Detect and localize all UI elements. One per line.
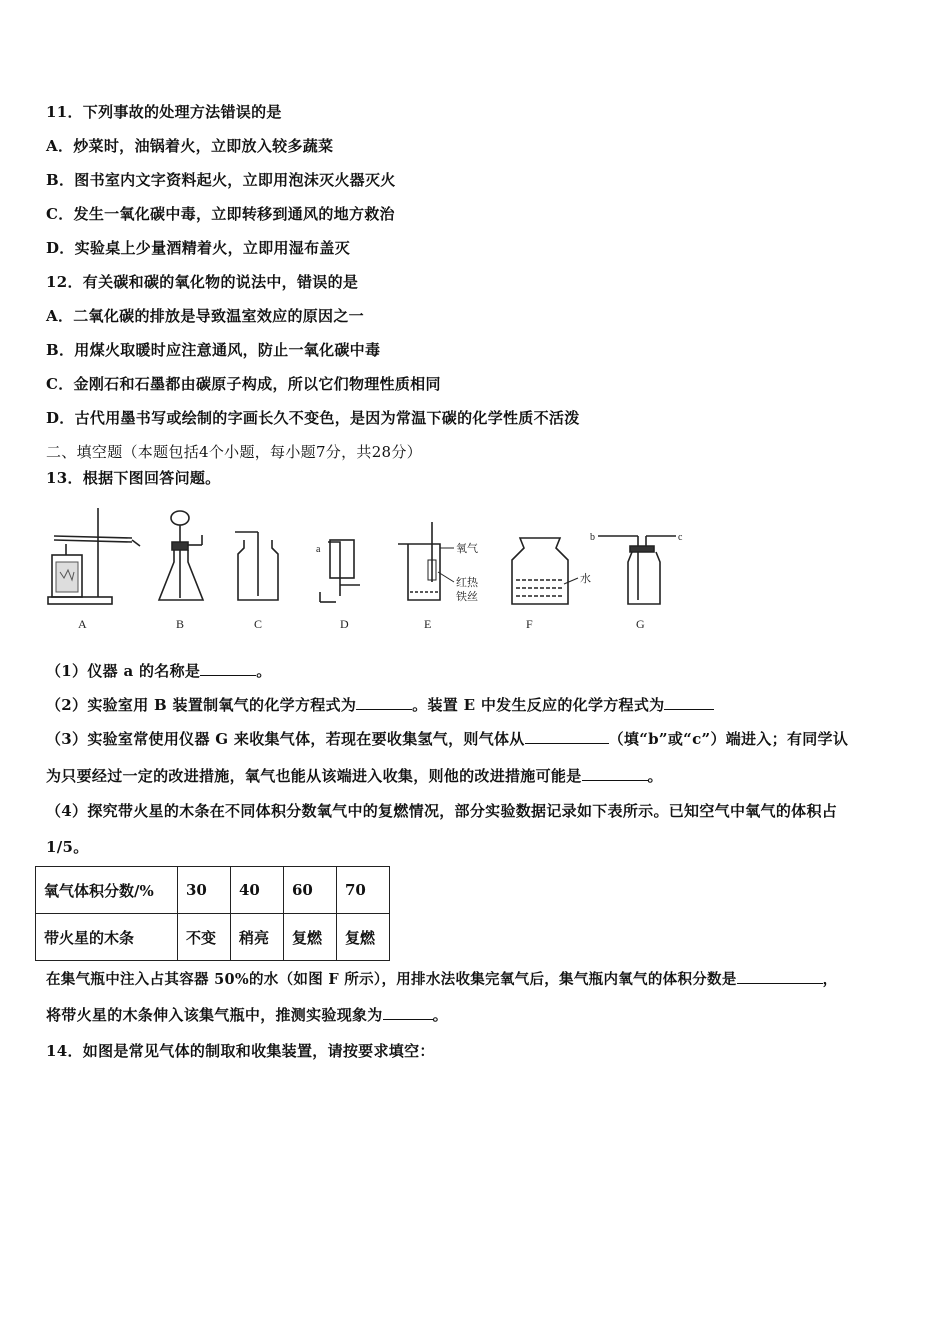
q13-part2: （2）实验室用 B 装置制氧气的化学方程式为 。装置 E 中发生反应的化学方程式为: [46, 694, 714, 715]
label-c: C: [254, 617, 263, 631]
blank-6[interactable]: [737, 969, 823, 984]
blank-3[interactable]: [664, 695, 714, 710]
label-e: E: [424, 617, 432, 631]
annot-c: c: [678, 532, 683, 543]
q13-after-table-2: 将带火星的木条伸入该集气瓶中，推测实验现象为 。: [46, 1006, 448, 1024]
oxygen-table: [35, 866, 390, 961]
q11-option-b: B．图书室内文字资料起火，立即用泡沫灭火器灭火: [46, 171, 396, 189]
table-cell: 70: [337, 867, 390, 914]
annot-b: b: [590, 532, 595, 543]
blank-2[interactable]: [356, 695, 412, 710]
apparatus-e: [398, 522, 454, 600]
table-cell: 40: [231, 867, 284, 914]
table-row: [36, 914, 390, 961]
table-cell: 60: [284, 867, 337, 914]
table-cell: 氧气体积分数/%: [36, 867, 178, 914]
table-cell: 复燃: [337, 914, 390, 961]
table-cell: 带火星的木条: [36, 914, 178, 961]
apparatus-b: [159, 511, 203, 600]
q14-stem: 14．如图是常见气体的制取和收集装置，请按要求填空：: [46, 1042, 435, 1060]
q12-option-b: B．用煤火取暖时应注意通风，防止一氧化碳中毒: [46, 341, 381, 359]
section-heading: 二、填空题（本题包括4个小题，每小题7分，共28分）: [46, 443, 422, 461]
apparatus-d: [320, 540, 360, 602]
blank-4[interactable]: [525, 729, 609, 744]
label-f: F: [526, 617, 533, 631]
apparatus-c: [235, 532, 278, 600]
annot-wire-2: 铁丝: [456, 591, 478, 603]
q13-part3: （3）实验室常使用仪器 G 来收集气体，若现在要收集氢气，则气体从 （填“b”或“c”）端进入；有同学认: [46, 730, 849, 748]
q12-option-a: A．二氧化碳的排放是导致温室效应的原因之一: [46, 307, 364, 325]
annot-a: a: [316, 544, 321, 555]
label-b: B: [176, 617, 185, 631]
apparatus-a: [48, 508, 140, 604]
table-cell: 30: [178, 867, 231, 914]
annot-wire-1: 红热: [456, 577, 478, 589]
label-d: D: [340, 617, 349, 631]
table-cell: 稍亮: [231, 914, 284, 961]
table-cell: 不变: [178, 914, 231, 961]
label-g: G: [636, 617, 645, 631]
blank-7[interactable]: [383, 1005, 433, 1020]
apparatus-f: [512, 538, 578, 604]
apparatus-g: [598, 536, 676, 604]
q12-option-d: D．古代用墨书写或绘制的字画长久不变色，是因为常温下碳的化学性质不活泼: [46, 409, 580, 427]
q13-part4: （4）探究带火星的木条在不同体积分数氧气中的复燃情况，部分实验数据记录如下表所示。已知空气中氧气的体积占: [46, 802, 838, 820]
table-row: [36, 867, 390, 914]
q12-option-c: C．金刚石和石墨都由碳原子构成，所以它们物理性质相同: [46, 375, 441, 393]
q13-part1: （1）仪器 a 的名称是 。: [46, 662, 272, 680]
blank-1[interactable]: [200, 661, 256, 676]
q13-after-table-1: 在集气瓶中注入占其容器 50%的水（如图 F 所示），用排水法收集完氧气后，集气瓶内氧气的体积分数是 ，: [46, 971, 838, 988]
q13-part3-cont: 为只要经过一定的改进措施，氧气也能从该端进入收集，则他的改进措施可能是 。: [46, 767, 663, 785]
apparatus-figure: [40, 500, 700, 636]
q13-stem: 13．根据下图回答问题。: [46, 469, 221, 487]
q11-stem: 11．下列事故的处理方法错误的是: [46, 103, 282, 121]
q11-option-d: D．实验桌上少量酒精着火，立即用湿布盖灭: [46, 239, 351, 257]
annot-water: 水: [580, 573, 591, 585]
annot-oxygen: 氧气: [456, 543, 478, 555]
q12-stem: 12．有关碳和碳的氧化物的说法中，错误的是: [46, 273, 359, 291]
q13-part4-cont: 1/5。: [46, 838, 89, 856]
table-cell: 复燃: [284, 914, 337, 961]
label-a: A: [78, 617, 87, 631]
q11-option-a: A．炒菜时，油锅着火，立即放入较多蔬菜: [46, 137, 334, 155]
blank-5[interactable]: [582, 766, 648, 781]
q11-option-c: C．发生一氧化碳中毒，立即转移到通风的地方救治: [46, 205, 395, 223]
